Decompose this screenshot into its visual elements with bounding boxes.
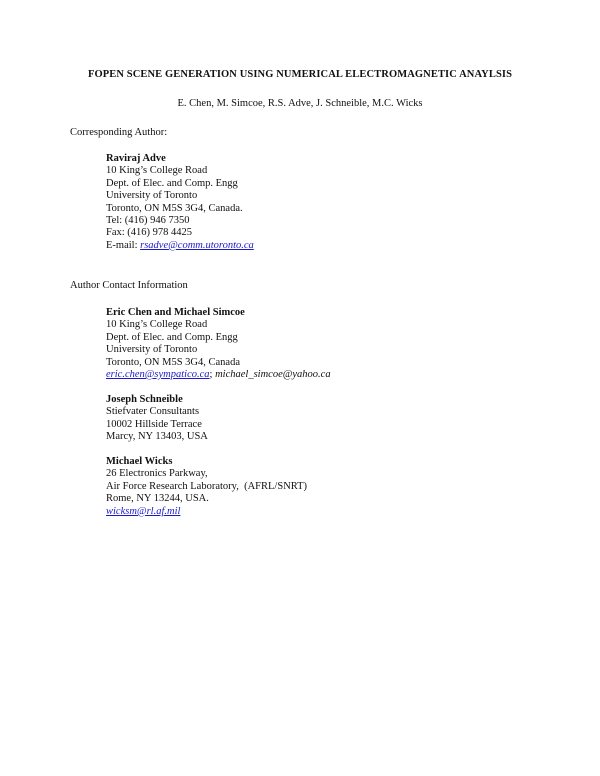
address-line: Toronto, ON M5S 3G4, Canada. <box>106 202 243 214</box>
email-line <box>106 240 254 252</box>
address-line: Dept. of Elec. and Comp. Engg <box>106 331 238 343</box>
address-line: 10002 Hillside Terrace <box>106 418 202 430</box>
simcoe-email: michael_simcoe@yahoo.ca <box>215 369 331 381</box>
phone-line: Tel: (416) 946 7350 <box>106 215 190 227</box>
chen-simcoe-name: Eric Chen and Michael Simcoe <box>106 307 245 318</box>
address-line: 26 Electronics Parkway, <box>106 468 208 480</box>
author-list: E. Chen, M. Simcoe, R.S. Adve, J. Schneible, M.C. Wicks <box>177 98 423 109</box>
address-line: Air Force Research Laboratory, (AFRL/SNRT) <box>106 480 308 492</box>
address-line: Stiefvater Consultants <box>106 406 200 418</box>
email-line <box>106 506 307 518</box>
address-line: 10 King’s College Road <box>106 319 208 331</box>
address-line: Marcy, NY 13403, USA <box>106 431 208 443</box>
address-line: University of Toronto <box>106 344 198 356</box>
email-line <box>106 369 331 381</box>
email-label: E-mail: <box>106 239 141 251</box>
corresponding-email-link[interactable]: rsadve@comm.utoronto.ca <box>140 239 254 251</box>
chen-simcoe-block <box>106 307 331 381</box>
chen-email-link[interactable]: eric.chen@sympatico.ca <box>106 369 210 381</box>
wicks-name: Michael Wicks <box>106 456 173 467</box>
corresponding-author-block <box>106 153 254 252</box>
address-line: University of Toronto <box>106 190 198 202</box>
schneible-name: Joseph Schneible <box>106 394 183 405</box>
corresponding-author-heading: Corresponding Author: <box>70 127 168 138</box>
wicks-block <box>106 456 307 518</box>
email-separator: ; <box>209 369 216 381</box>
address-line: Dept. of Elec. and Comp. Engg <box>106 177 238 189</box>
corresponding-author-name: Raviraj Adve <box>106 153 166 164</box>
schneible-block <box>106 394 208 444</box>
address-line: Rome, NY 13244, USA. <box>106 493 209 505</box>
fax-line: Fax: (416) 978 4425 <box>106 227 193 239</box>
wicks-email-link[interactable]: wicksm@rl.af.mil <box>106 505 181 517</box>
address-line: 10 King’s College Road <box>106 165 208 177</box>
address-line: Toronto, ON M5S 3G4, Canada <box>106 356 241 368</box>
paper-title: FOPEN SCENE GENERATION USING NUMERICAL ELECTROMAGNETIC ANAYLSIS <box>87 69 513 80</box>
contact-info-heading: Author Contact Information <box>70 280 188 291</box>
